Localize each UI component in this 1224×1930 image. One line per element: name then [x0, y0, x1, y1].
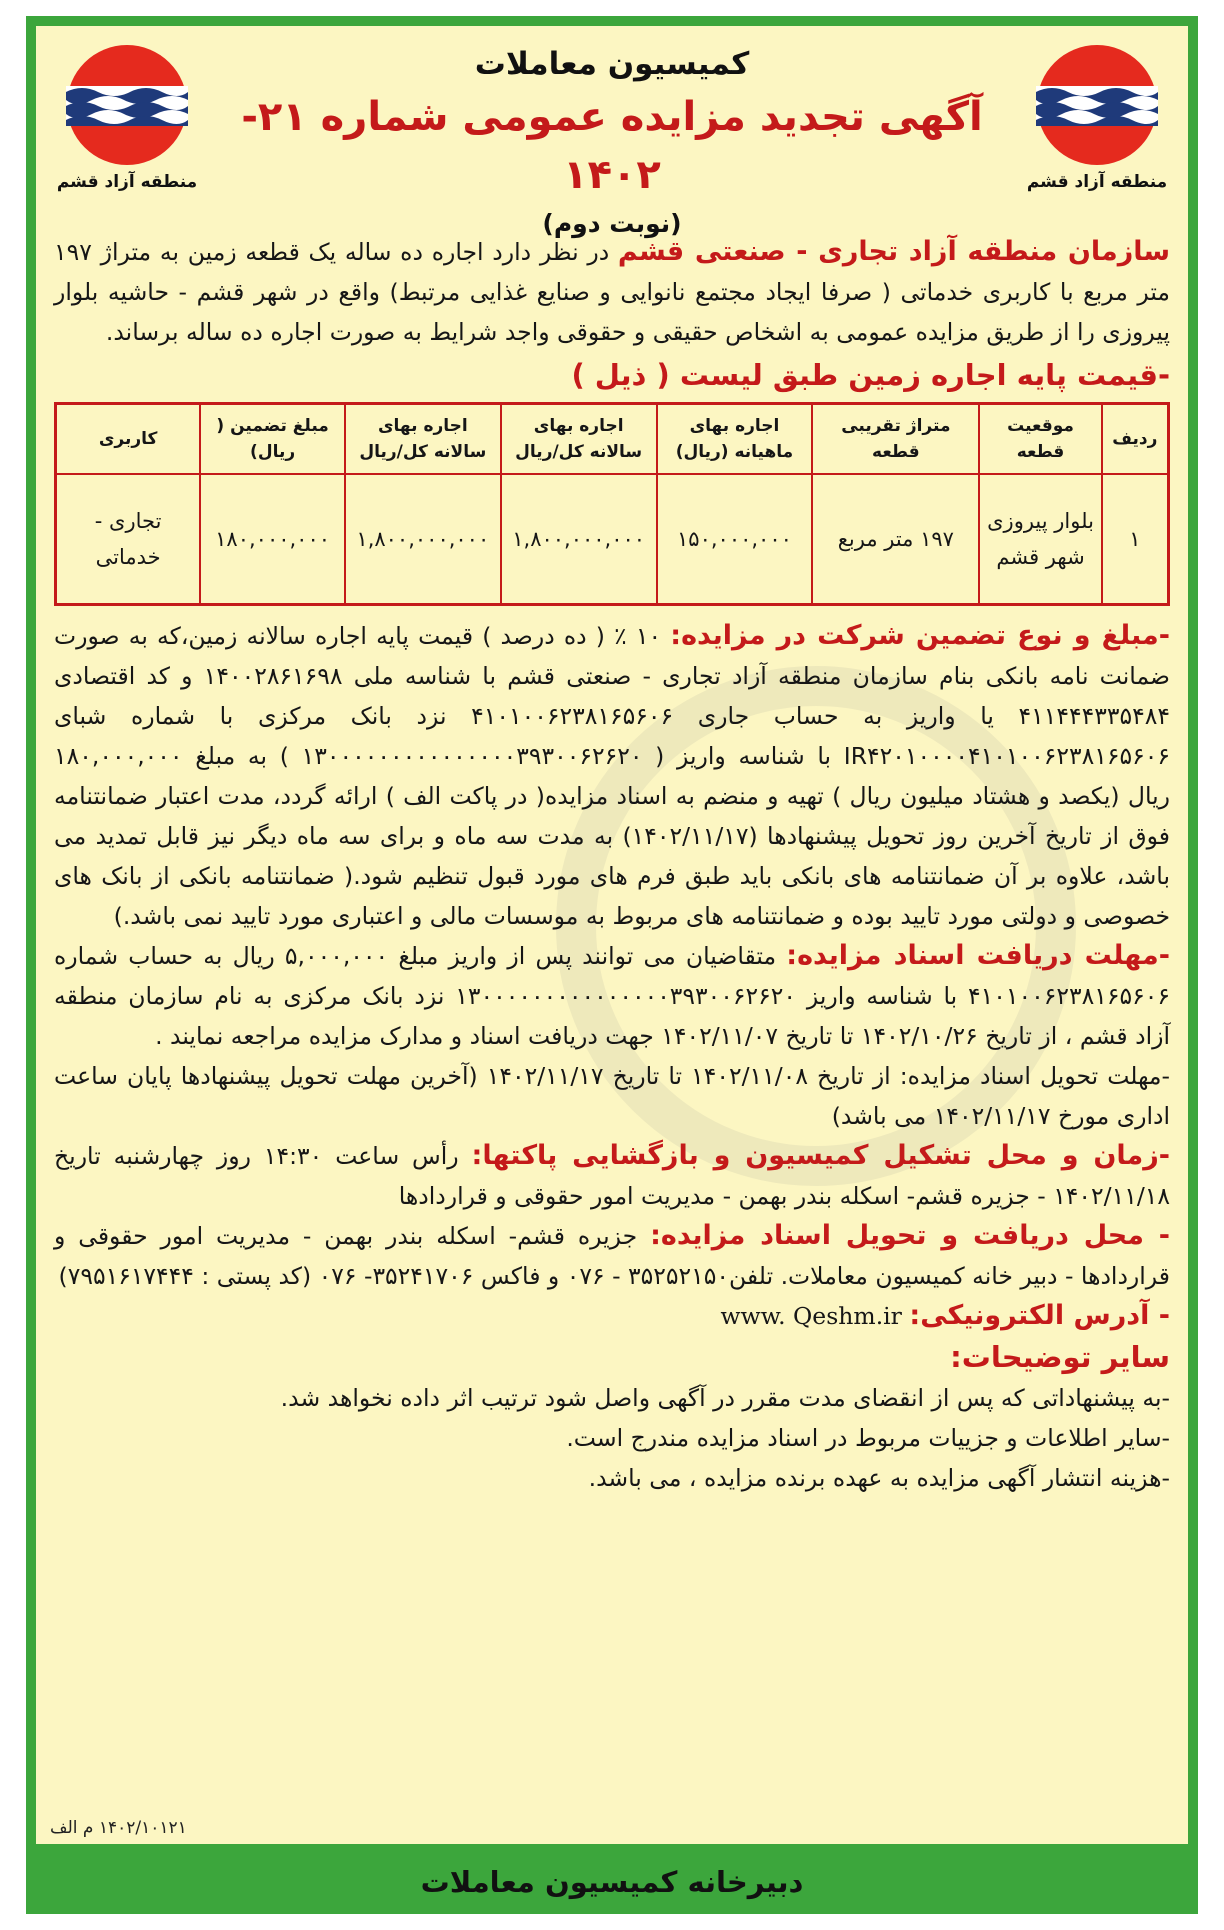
qeshm-logo-icon: [62, 40, 192, 170]
ad-body: [54, 232, 1170, 1498]
ad-paper: [36, 26, 1188, 1844]
location-text: جزیره قشم- اسکله بندر بهمن - مدیریت امور حقوقی و قراردادها - دبیر خانه کمیسیون معاملات. تلفن۳۵۲۵۲۱۵۰ - ۰۷۶ و فاکس ۳۵۲۴۱۷۰۶- ۰۷۶ (کد پستی : ۷۹۵۱۶۱۷۴۴۴): [54, 1222, 1170, 1290]
location-paragraph: [54, 1216, 1170, 1296]
logo-left: [52, 40, 202, 230]
reference-number: ۱۴۰۲/۱۰۱۲۱ م الف: [50, 1818, 187, 1838]
cell-guarantee: ۱۸۰,۰۰۰,۰۰۰: [200, 474, 345, 605]
col-header-index: ردیف: [1102, 404, 1169, 475]
website-link[interactable]: www. Qeshm.ir: [720, 1302, 902, 1330]
notes-title: سایر توضیحات:: [950, 1340, 1170, 1374]
col-header-location: موقعیت قطعه: [979, 404, 1101, 475]
logo-caption: منطقه آزاد قشم: [1026, 172, 1168, 192]
docs-deadline-text: متقاضیان می توانند پس از واریز مبلغ ۵,۰۰۰,۰۰۰ ریال به حساب شماره ۴۱۰۱۰۰۶۲۳۸۱۶۵۶۰۶ با شناسه واریز ۱۳۰۰۰۰۰۰۰۰۰۰۰۰۰۰۰۳۹۳۰۰۶۲۶۲۰ نزد بانک مرکزی به نام سازمان منطقه آزاد قشم ، از تاریخ ۱۴۰۲/۱۰/۲۶ تا تاریخ ۱۴۰۲/۱۱/۰۷ جهت دریافت اسناد و مدارک مزایده مراجعه نمایند .: [54, 942, 1170, 1050]
note-item: -به پیشنهاداتی که پس از انقضای مدت مقرر در آگهی واصل شود ترتیب اثر داده نخواهد شد.: [280, 1384, 1170, 1412]
docs-deadline-paragraph: [54, 936, 1170, 1056]
note-item: -هزینه انتشار آگهی مزایده به عهده برنده مزایده ، می باشد.: [588, 1464, 1170, 1492]
cell-area: ۱۹۷ متر مربع: [812, 474, 979, 605]
col-header-guarantee: مبلغ تضمین ( ریال): [200, 404, 345, 475]
session-title: -زمان و محل تشکیل کمیسیون و بازگشایی پاکتها:: [471, 1140, 1170, 1171]
ad-header: [236, 40, 988, 244]
note-item: -سایر اطلاعات و جزییات مربوط در اسناد مزایده مندرج است.: [566, 1424, 1170, 1452]
col-header-area: متراژ تقریبی قطعه: [812, 404, 979, 475]
location-title: - محل دریافت و تحویل اسناد مزایده:: [650, 1220, 1170, 1251]
col-header-yearly-2: اجاره بهای سالانه کل/ریال: [345, 404, 501, 475]
guarantee-paragraph: [54, 616, 1170, 936]
cell-index: ۱: [1102, 474, 1169, 605]
table-heading: -قیمت پایه اجاره زمین طبق لیست ( ذیل ): [571, 358, 1170, 392]
ad-frame: [26, 16, 1198, 1914]
table-row: [56, 474, 1169, 605]
guarantee-text: ۱۰ ٪ ( ده درصد ) قیمت پایه اجاره سالانه زمین،که به صورت ضمانت نامه بانکی بنام سازمان منطقه آزاد تجاری - صنعتی قشم با شناسه ملی ۱۴۰۰۲۸۶۱۶۹۸ و کد اقتصادی ۴۱۱۴۴۴۳۳۵۴۸۴ یا واریز به حساب جاری ۴۱۰۱۰۰۶۲۳۸۱۶۵۶۰۶ نزد بانک مرکزی با شماره شبای IR۴۲۰۱۰۰۰۰۴۱۰۱۰۰۶۲۳۸۱۶۵۶۰۶ با شناسه واریز ( ۱۳۰۰۰۰۰۰۰۰۰۰۰۰۰۰۰۳۹۳۰۰۶۲۶۲۰ ) به مبلغ ۱۸۰,۰۰۰,۰۰۰ ریال (یکصد و هشتاد میلیون ریال ) تهیه و منضم به اسناد مزایده( در پاکت الف ) ارائه گردد، مدت اعتبار ضمانتنامه فوق از تاریخ آخرین روز تحویل پیشنهادها (۱۴۰۲/۱۱/۱۷) به مدت سه ماه و برای سه ماه دیگر نیز قابل تمدید می باشد، علاوه بر آن ضمانتنامه های بانکی باید طبق فرم های مورد قبول تنظیم شود.( ضمانتنامه بانکی از بانک های خصوصی و دولتی مورد تایید بوده و ضمانتنامه های مربوط به موسسات مالی و اعتباری مورد تایید نمی باشد.): [54, 622, 1170, 930]
footer-secretariat: دبیرخانه کمیسیون معاملات: [420, 1865, 804, 1899]
cell-yearly-1: ۱,۸۰۰,۰۰۰,۰۰۰: [501, 474, 657, 605]
table-header-row: [56, 404, 1169, 475]
docs-deadline-title: -مهلت دریافت اسناد مزایده:: [786, 940, 1170, 971]
organization-name: سازمان منطقه آزاد تجاری - صنعتی قشم: [617, 236, 1170, 267]
ad-round: (نوبت دوم): [542, 209, 682, 238]
qeshm-logo-icon: [1032, 40, 1162, 170]
logo-right: [1022, 40, 1172, 230]
delivery-deadline-paragraph: -مهلت تحویل اسناد مزایده: از تاریخ ۱۴۰۲/۱۱/۰۸ تا تاریخ ۱۴۰۲/۱۱/۱۷ (آخرین مهلت تحویل پیشنهادها پایان ساعت اداری مورخ ۱۴۰۲/۱۱/۱۷ می باشد): [54, 1062, 1170, 1130]
website-paragraph: [54, 1296, 1170, 1336]
cell-yearly-2: ۱,۸۰۰,۰۰۰,۰۰۰: [345, 474, 501, 605]
intro-paragraph: [54, 232, 1170, 352]
ad-title: آگهی تجدید مزایده عمومی شماره ۲۱- ۱۴۰۲: [241, 94, 983, 198]
logo-caption: منطقه آزاد قشم: [56, 172, 198, 192]
col-header-usage: کاربری: [56, 404, 201, 475]
lease-price-table: [54, 402, 1170, 606]
guarantee-title: -مبلغ و نوع تضمین شرکت در مزایده:: [670, 620, 1170, 651]
cell-usage: تجاری - خدماتی: [56, 474, 201, 605]
website-title: - آدرس الکترونیکی:: [909, 1300, 1170, 1331]
committee-name: کمیسیون معاملات: [474, 46, 750, 82]
session-paragraph: [54, 1136, 1170, 1216]
cell-monthly: ۱۵۰,۰۰۰,۰۰۰: [657, 474, 813, 605]
col-header-monthly: اجاره بهای ماهیانه (ریال): [657, 404, 813, 475]
cell-location: بلوار پیروزی شهر قشم: [979, 474, 1101, 605]
col-header-yearly-1: اجاره بهای سالانه کل/ریال: [501, 404, 657, 475]
intro-text: در نظر دارد اجاره ده ساله یک قطعه زمین به متراژ ۱۹۷ متر مربع با کاربری خدماتی ( صرفا ایجاد مجتمع نانوایی و صنایع غذایی مرتبط) واقع در شهر قشم - حاشیه بلوار پیروزی را از طریق مزایده عمومی به اشخاص حقیقی و حقوقی واجد شرایط به صورت اجاره ده ساله برساند.: [54, 238, 1170, 346]
session-text: رأس ساعت ۱۴:۳۰ روز چهارشنبه تاریخ ۱۴۰۲/۱۱/۱۸ - جزیره قشم- اسکله بندر بهمن - مدیریت امور حقوقی و قراردادها: [54, 1142, 1170, 1210]
